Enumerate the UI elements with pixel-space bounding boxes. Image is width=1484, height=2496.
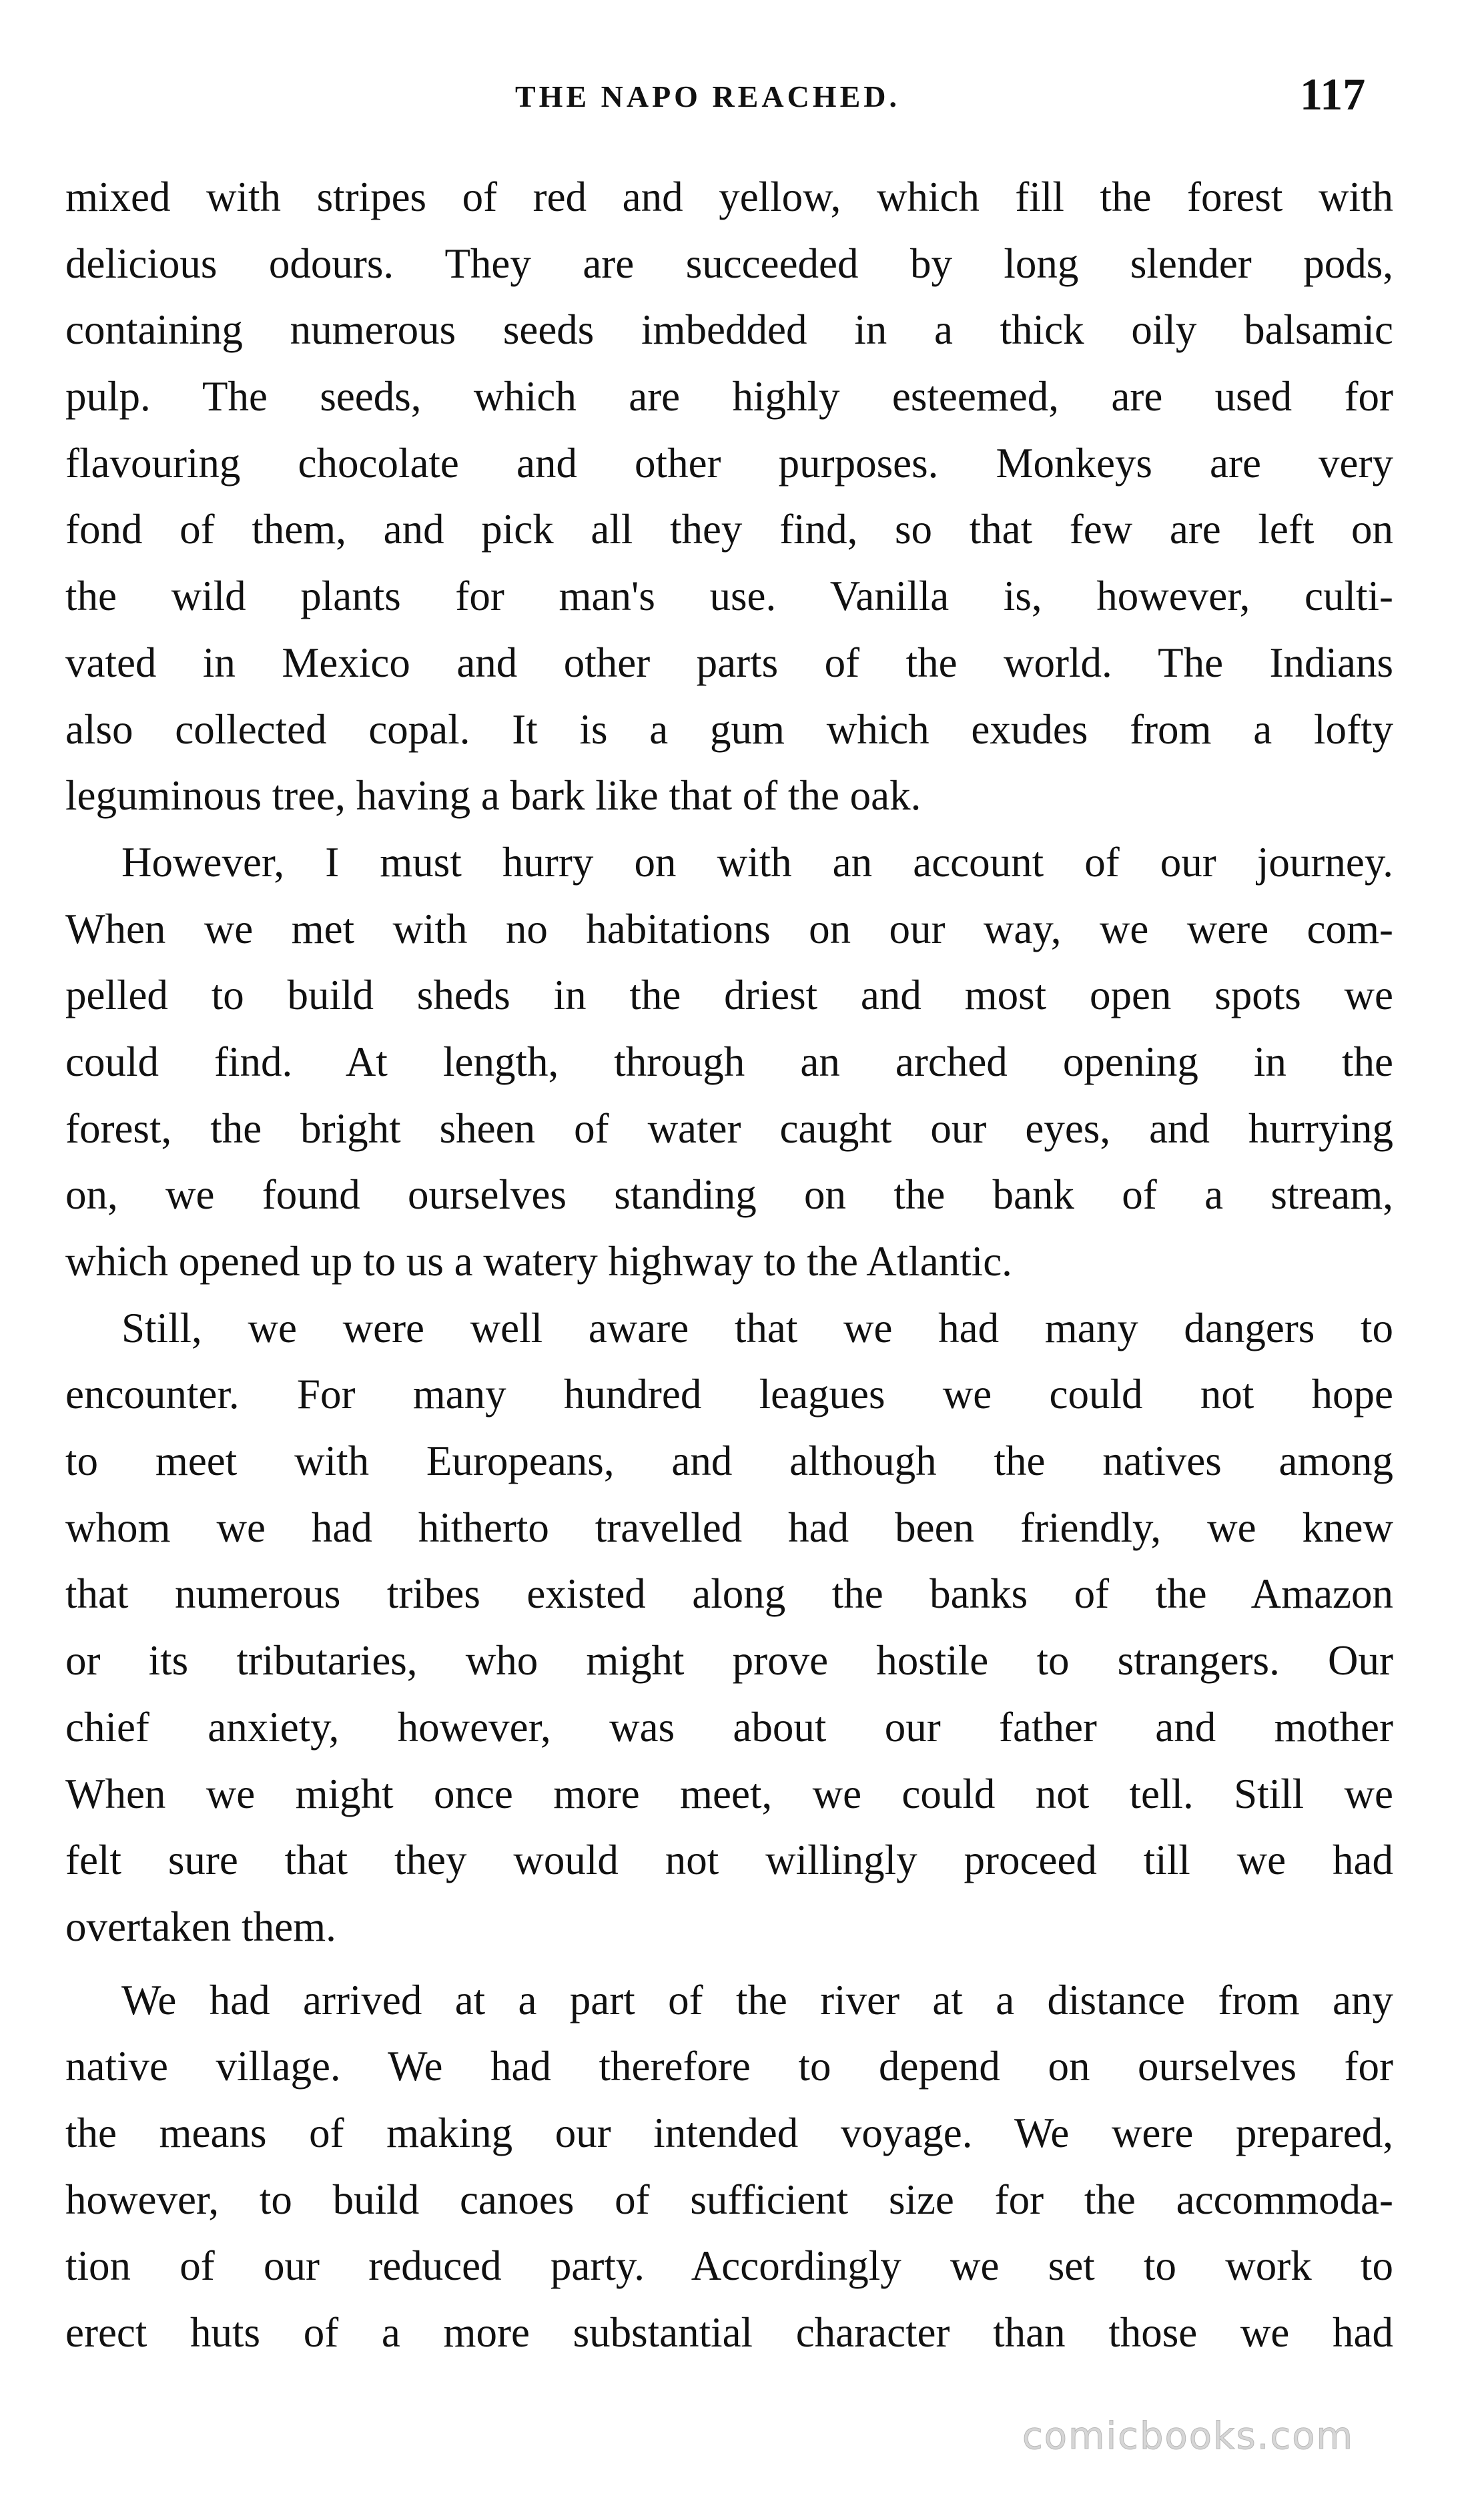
text-line: Still, we were well aware that we had many dangers to bbox=[121, 1304, 1393, 1351]
text-line: to meet with Europeans, and although the natives among bbox=[65, 1438, 1393, 1485]
text-line: However, I must hurry on with an account of our journey. bbox=[121, 838, 1393, 886]
text-line: also collected copal. It is a gum which exudes from a lofty bbox=[65, 705, 1393, 753]
paragraph-4 bbox=[65, 1967, 1393, 2367]
text-line: encounter. For many hundred leagues we could not hope bbox=[65, 1371, 1393, 1418]
text-line: fond of them, and pick all they find, so that few are left on bbox=[65, 506, 1393, 553]
text-line: native village. We had therefore to depend on ourselves for bbox=[65, 2043, 1393, 2090]
text-line: felt sure that they would not willingly proceed till we had bbox=[65, 1837, 1393, 1884]
text-line: pulp. The seeds, which are highly esteemed, are used for bbox=[65, 373, 1393, 420]
text-line: forest, the bright sheen of water caught our eyes, and hurrying bbox=[65, 1105, 1393, 1152]
watermark: comicbooks.com bbox=[1022, 2415, 1355, 2458]
text-line: the means of making our intended voyage. We were prepared, bbox=[65, 2109, 1393, 2156]
text-line: When we met with no habitations on our way, we were com- bbox=[65, 905, 1393, 952]
text-line: whom we had hitherto travelled had been friendly, we knew bbox=[65, 1504, 1393, 1551]
text-line: erect huts of a more substantial character than those we had bbox=[65, 2309, 1393, 2356]
text-line: or its tributaries, who might prove hostile to strangers. Our bbox=[65, 1637, 1393, 1684]
text-line: on, we found ourselves standing on the bank of a stream, bbox=[65, 1171, 1393, 1219]
text-line: tion of our reduced party. Accordingly we set to work to bbox=[65, 2242, 1393, 2290]
text-line: We had arrived at a part of the river at a distance from any bbox=[121, 1976, 1393, 2023]
text-line: When we might once more meet, we could not tell. Still we bbox=[65, 1770, 1393, 1817]
text-line: vated in Mexico and other parts of the world. The Indians bbox=[65, 639, 1393, 686]
text-line: chief anxiety, however, was about our father and mother bbox=[65, 1703, 1393, 1751]
text-line: pelled to build sheds in the driest and most open spots we bbox=[65, 972, 1393, 1019]
text-body bbox=[65, 164, 1393, 2367]
text-line: leguminous tree, having a bark like that of the oak. bbox=[65, 772, 921, 820]
paragraph-gap bbox=[65, 1961, 1393, 1967]
page-number: 117 bbox=[1300, 69, 1366, 119]
text-line: however, to build canoes of sufficient size for the accommoda- bbox=[65, 2176, 1393, 2223]
text-line: that numerous tribes existed along the banks of the Amazon bbox=[65, 1570, 1393, 1618]
text-line: overtaken them. bbox=[65, 1903, 336, 1950]
paragraph-2 bbox=[65, 830, 1393, 1295]
text-line: containing numerous seeds imbedded in a thick oily balsamic bbox=[65, 306, 1393, 354]
text-line: mixed with stripes of red and yellow, which fill the forest with bbox=[65, 174, 1393, 220]
text-line: the wild plants for man's use. Vanilla is, however, culti- bbox=[65, 573, 1393, 620]
text-line: flavouring chocolate and other purposes. Monkeys are very bbox=[65, 439, 1393, 487]
paragraph-1 bbox=[65, 164, 1393, 830]
paragraph-3 bbox=[65, 1295, 1393, 1961]
running-head bbox=[0, 69, 1484, 139]
text-line: delicious odours. They are succeeded by long slender pods, bbox=[65, 240, 1393, 287]
text-line: which opened up to us a watery highway to the Atlantic. bbox=[65, 1238, 1012, 1285]
running-title: THE NAPO REACHED. bbox=[515, 79, 900, 113]
text-line: could find. At length, through an arched opening in the bbox=[65, 1038, 1393, 1085]
